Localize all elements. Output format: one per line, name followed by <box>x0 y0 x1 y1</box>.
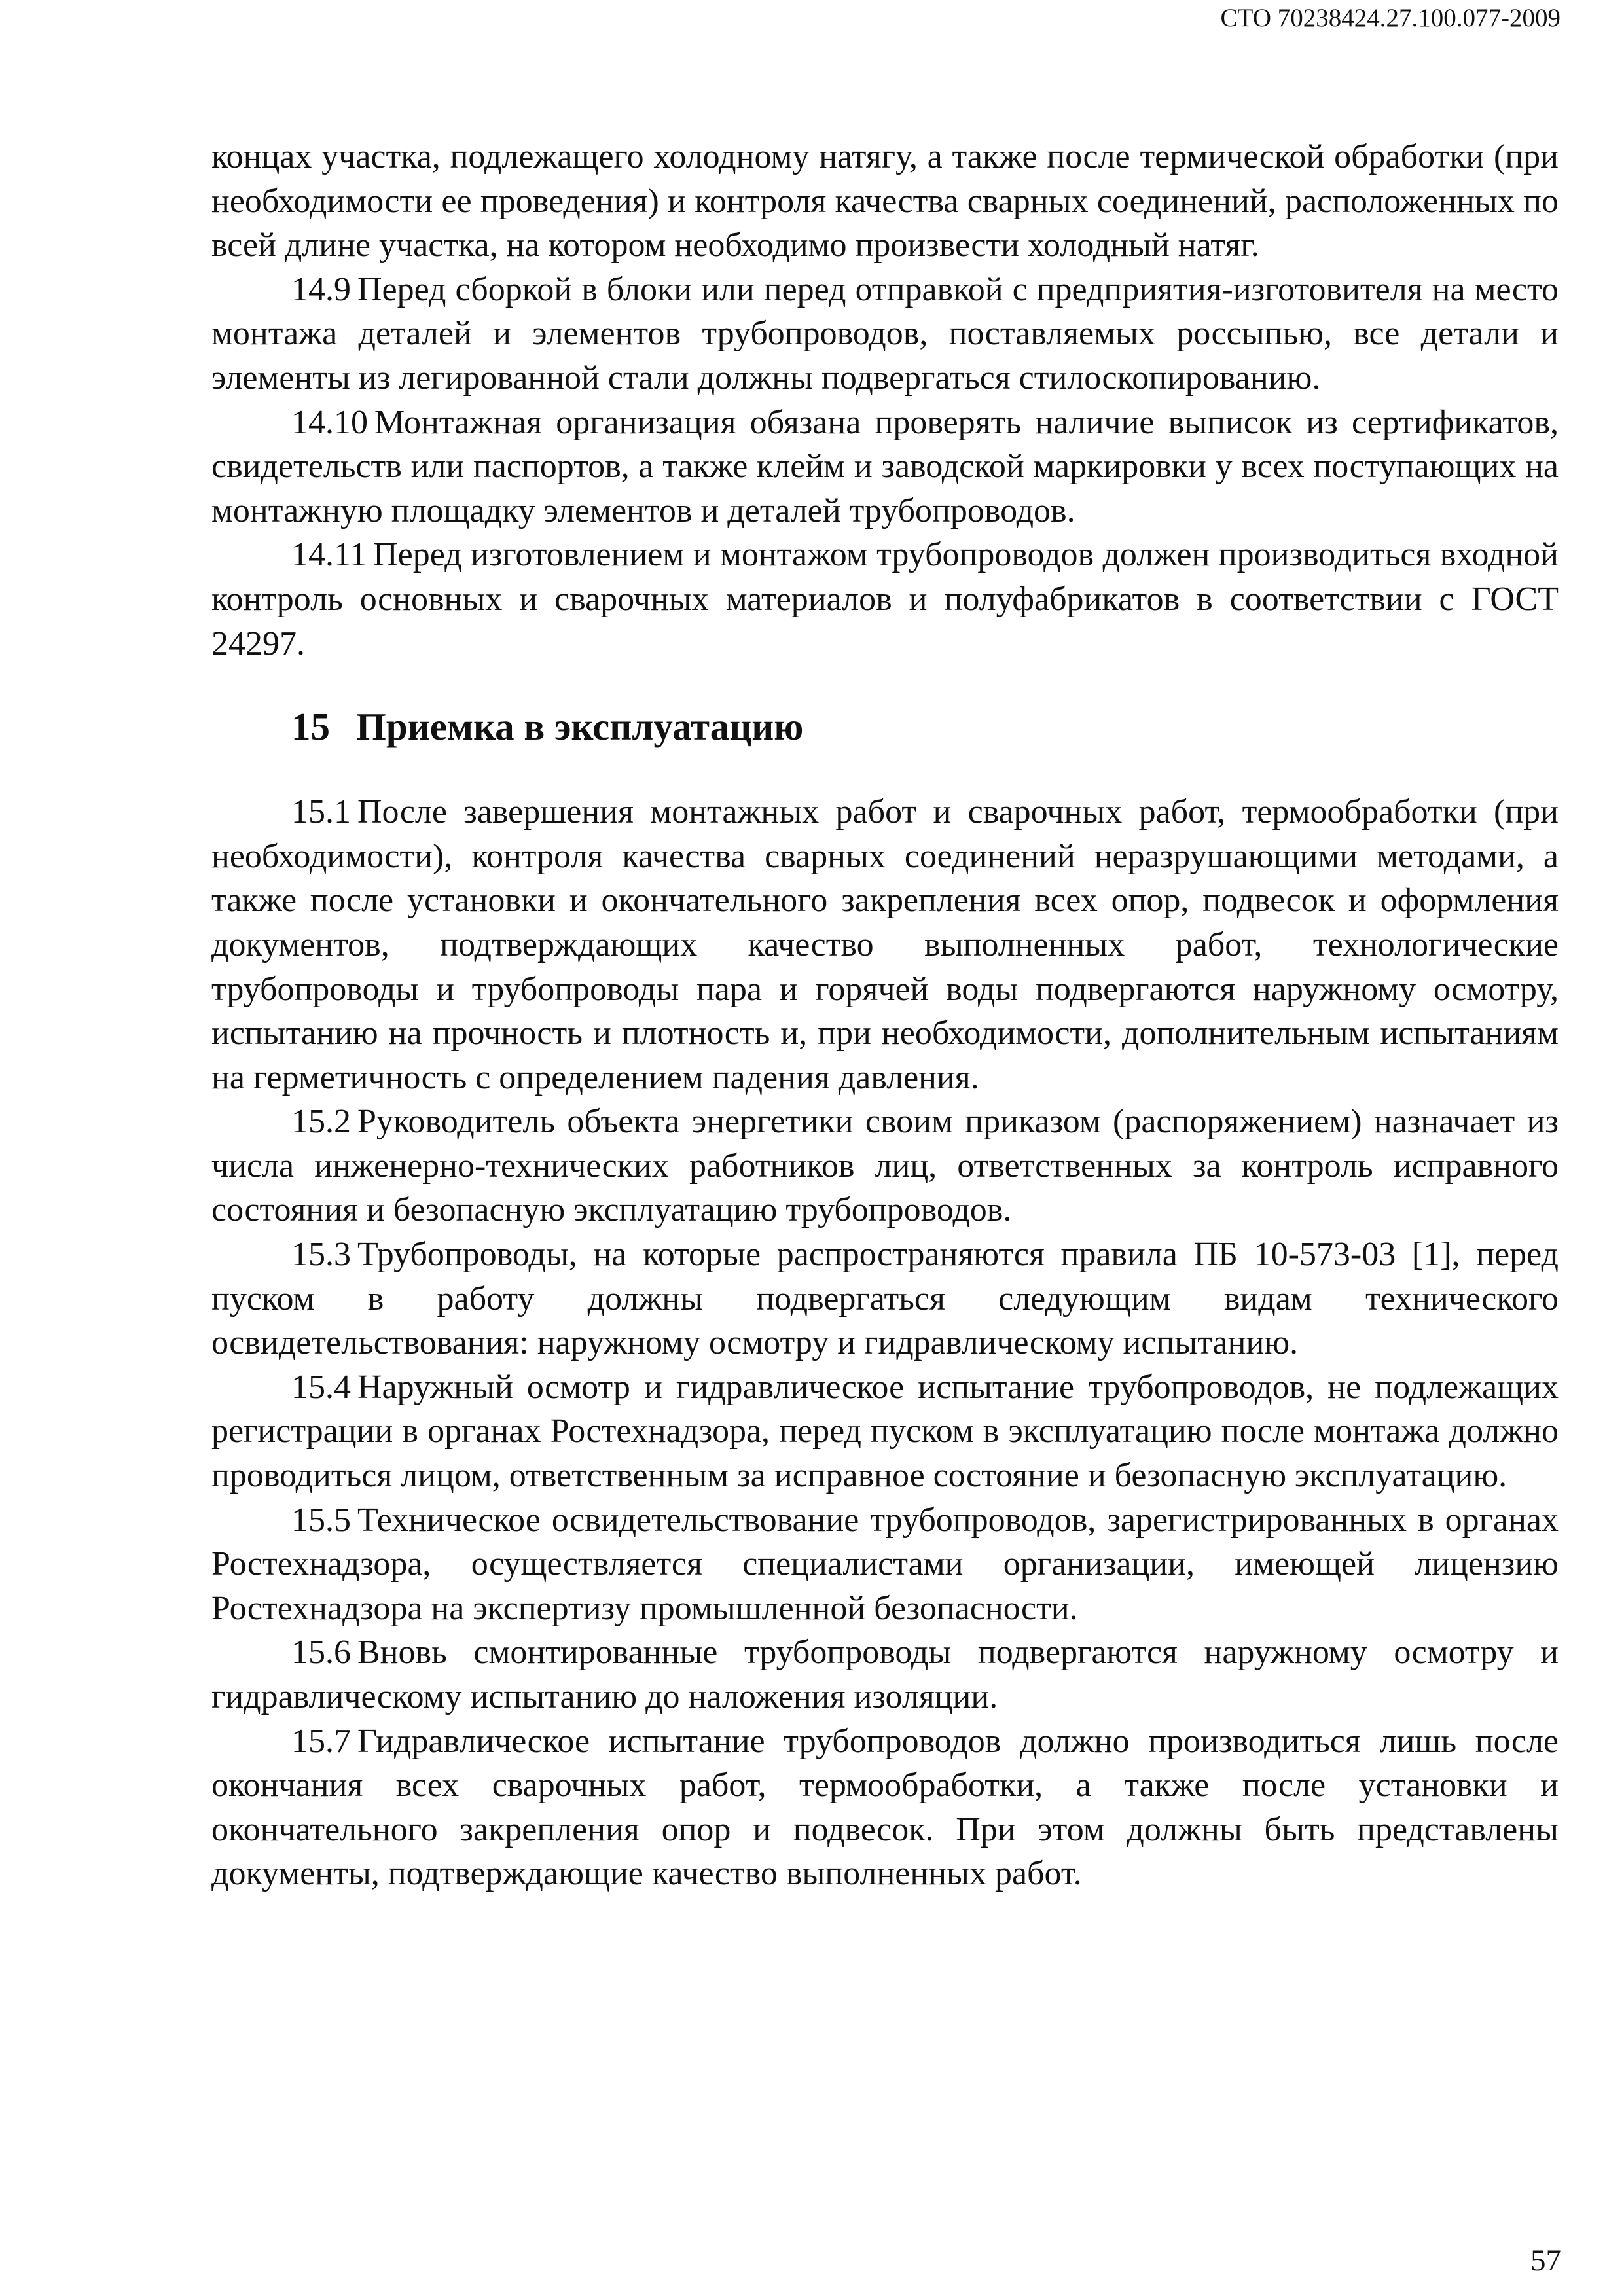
paragraph-number: 14.11 <box>291 536 367 574</box>
paragraph-15-4 <box>211 1365 1559 1498</box>
paragraph-text: Гидравлическое испытание трубопроводов должно производиться лишь после окончания всех сварочных работ, термообработки, а также после установки и окончательного закрепления опор и подвесок. При этом должны быть представлены документы, подтверждающие качество выполненных работ. <box>211 1722 1559 1893</box>
section-title-text: Приемка в эксплуатацию <box>356 705 804 749</box>
paragraph-14-9 <box>211 268 1559 401</box>
paragraph-number: 15.4 <box>291 1368 351 1406</box>
paragraph-text: Техническое освидетельствование трубопроводов, зарегистрированных в органах Ростехнадзора, осуществляется специалистами организации, имеющей лицензию Ростехнадзора на экспертизу промышленной безопасности. <box>211 1501 1559 1627</box>
paragraph-number: 14.10 <box>291 403 368 441</box>
page-number: 57 <box>1530 2244 1561 2278</box>
paragraph-15-1 <box>211 790 1559 1100</box>
paragraph-number: 15.5 <box>291 1501 351 1539</box>
paragraph-text: Вновь смонтированные трубопроводы подвергаются наружному осмотру и гидравлическому испытанию до наложения изоляции. <box>211 1634 1559 1715</box>
paragraph-continuation <box>211 135 1559 268</box>
paragraph-15-6 <box>211 1630 1559 1719</box>
paragraph-number: 15.3 <box>291 1236 351 1274</box>
paragraph-number: 14.9 <box>291 270 351 308</box>
paragraph-number: 15.6 <box>291 1634 351 1672</box>
page-body <box>211 135 1559 1896</box>
paragraph-14-10 <box>211 401 1559 533</box>
paragraph-number: 15.1 <box>291 793 351 831</box>
paragraph-15-5 <box>211 1498 1559 1631</box>
paragraph-number: 15.2 <box>291 1103 351 1141</box>
paragraph-text: Перед сборкой в блоки или перед отправкой с предприятия-изготовителя на место монтажа деталей и элементов трубопроводов, поставляемых россыпью, все детали и элементы из легированной стали должны подвергаться стилоскопированию. <box>211 270 1559 397</box>
paragraph-14-11 <box>211 533 1559 666</box>
paragraph-15-7 <box>211 1719 1559 1896</box>
paragraph-text: Перед изготовлением и монтажом трубопроводов должен производиться входной контроль основных и сварочных материалов и полуфабрикатов в соответствии с ГОСТ 24297. <box>211 536 1559 662</box>
paragraph-text: После завершения монтажных работ и сварочных работ, термообработки (при необходимости), контроля качества сварных соединений неразрушающими методами, а также после установки и окончательного закрепления всех опор, подвесок и оформления документов, подтверждающих качество выполненных работ, технологические трубопроводы и трубопроводы пара и горячей воды подвергаются наружному осмотру, испытанию на прочность и плотность и, при необходимости, дополнительным испытаниям на герметичность с определением падения давления. <box>211 793 1559 1096</box>
paragraph-text: Монтажная организация обязана проверять наличие выписок из сертификатов, свидетельств или паспортов, а также клейм и заводской маркировки у всех поступающих на монтажную площадку элементов и деталей трубопроводов. <box>211 403 1559 529</box>
section-number: 15 <box>291 705 330 749</box>
document-code-header: СТО 70238424.27.100.077-2009 <box>1220 4 1561 32</box>
paragraph-text: Руководитель объекта энергетики своим приказом (распоряжением) назначает из числа инженерно-технических работников лиц, ответственных за контроль исправного состояния и безопасную эксплуатацию трубопроводов. <box>211 1103 1559 1229</box>
paragraph-number: 15.7 <box>291 1722 351 1760</box>
paragraph-15-3 <box>211 1232 1559 1365</box>
section-heading <box>211 704 1559 749</box>
paragraph-text: концах участка, подлежащего холодному натягу, а также после термической обработки (при необходимости ее проведения) и контроля качества сварных соединений, расположенных по всей длине участка, на котором необходимо произвести холодный натяг. <box>211 138 1559 264</box>
paragraph-15-2 <box>211 1100 1559 1232</box>
paragraph-text: Трубопроводы, на которые распространяются правила ПБ 10-573-03 [1], перед пуском в работу должны подвергаться следующим видам технического освидетельствования: наружному осмотру и гидравлическому испытанию. <box>211 1236 1559 1362</box>
paragraph-text: Наружный осмотр и гидравлическое испытание трубопроводов, не подлежащих регистрации в органах Ростехнадзора, перед пуском в эксплуатацию после монтажа должно проводиться лицом, ответственным за исправное состояние и безопасную эксплуатацию. <box>211 1368 1559 1495</box>
